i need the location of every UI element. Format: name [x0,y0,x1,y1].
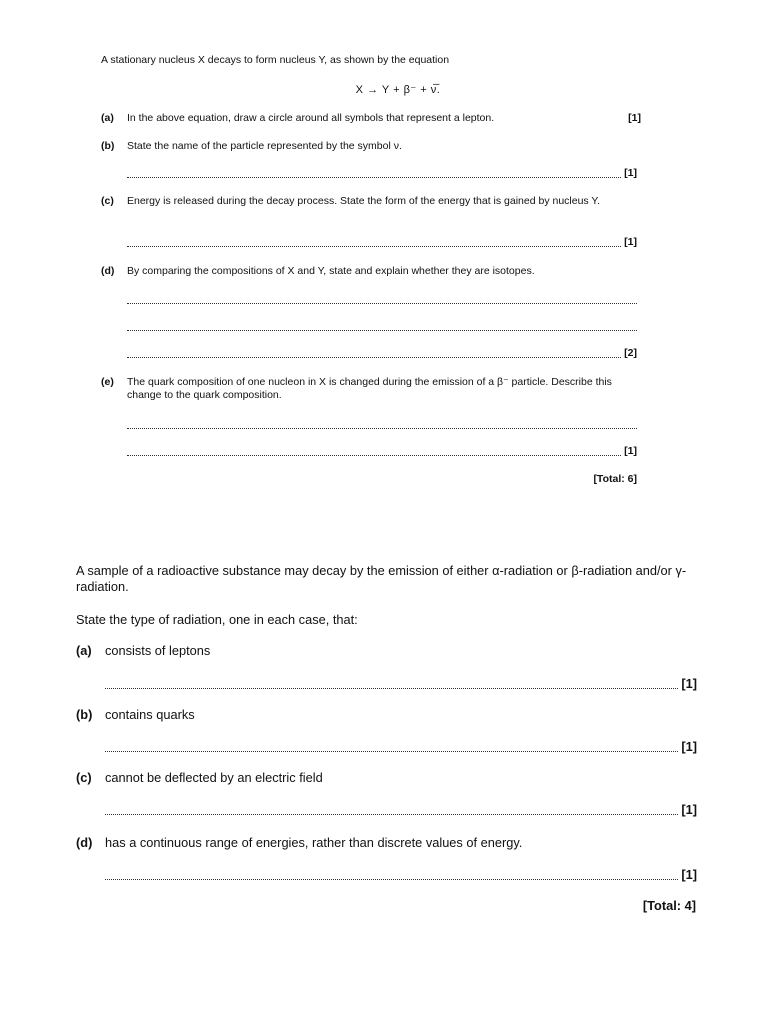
question-2-stem: State the type of radiation, one in each case, that: [76,612,358,627]
dotted-line [127,303,637,304]
part-text: By comparing the compositions of X and Y, state and explain whether they are isotopes. [127,265,535,277]
part-text: Energy is released during the decay process. State the form of the energy that is gained by nucleus Y. [127,195,600,207]
line-marks: [1] [681,739,697,754]
line-marks: [1] [681,676,697,691]
dotted-line [105,751,678,752]
dotted-line [127,428,637,429]
line-marks: [1] [624,236,637,248]
line-marks: [1] [681,867,697,882]
answer-line-2c[interactable] [105,802,697,818]
dotted-line [127,177,621,178]
part-label: (c) [76,770,92,785]
part-label: (b) [101,140,115,152]
decay-equation: X → Y + β⁻ + ν̅. [355,84,441,96]
part-marks: [1] [628,112,641,124]
part-text: The quark composition of one nucleon in X is changed during the emission of a β⁻ particle. Describe this change to the quark composition. [127,376,612,401]
dotted-line [105,814,678,815]
line-marks: [2] [624,347,637,359]
part-label: (a) [76,643,92,658]
answer-line-1c[interactable] [127,236,637,249]
part-label: (a) [101,112,114,124]
part-label: (d) [101,265,115,277]
question-2-intro: A sample of a radioactive substance may decay by the emission of either α-radiation or β-radiation and/or γ-radiation. [76,563,687,594]
question-2-total: [Total: 4] [642,898,696,913]
dotted-line [105,879,678,880]
dotted-line [127,455,621,456]
dotted-line [127,246,621,247]
answer-line-1b[interactable] [127,167,637,180]
part-text: In the above equation, draw a circle around all symbols that represent a lepton. [127,112,495,124]
answer-line-1e-2[interactable] [127,445,637,458]
answer-line-2b[interactable] [105,739,697,755]
answer-line-2a[interactable] [105,676,697,692]
part-text: contains quarks [105,707,195,722]
part-text: State the name of the particle represented by the symbol ν. [127,140,402,152]
part-text: cannot be deflected by an electric field [105,770,323,785]
question-1-intro: A stationary nucleus X decays to form nucleus Y, as shown by the equation [101,54,450,66]
part-label: (d) [76,835,93,850]
part-label: (b) [76,707,93,722]
line-marks: [1] [681,802,697,817]
answer-line-1d-3[interactable] [127,347,637,360]
part-text: has a continuous range of energies, rather than discrete values of energy. [105,835,523,850]
answer-line-2d[interactable] [105,867,697,883]
part-label: (c) [101,195,114,207]
dotted-line [105,688,678,689]
dotted-line [127,330,637,331]
part-text: consists of leptons [105,643,211,658]
question-1-total: [Total: 6] [593,473,637,485]
line-marks: [1] [624,445,637,457]
line-marks: [1] [624,167,637,179]
answer-line-1e-1[interactable] [127,418,637,431]
dotted-line [127,357,621,358]
part-label: (e) [101,376,114,388]
answer-line-1d-2[interactable] [127,320,637,333]
answer-line-1d-1[interactable] [127,293,637,306]
